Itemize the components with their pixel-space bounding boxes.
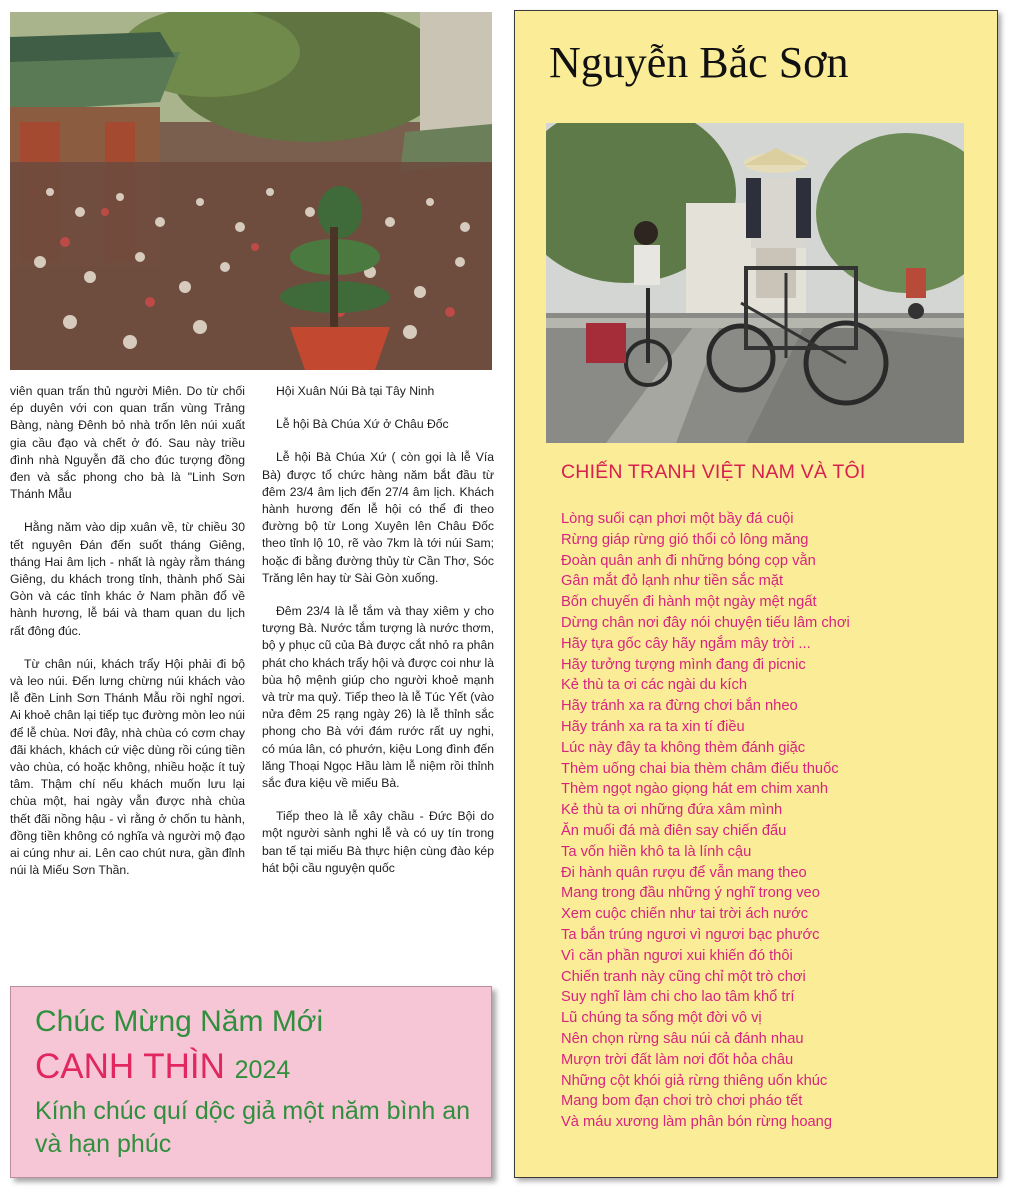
greeting-line-2 xyxy=(35,1047,290,1087)
greeting-year: 2024 xyxy=(234,1056,291,1084)
poem-line: Những cột khói giả rừng thiêng uốn khúc xyxy=(561,1072,828,1089)
poem-line: Rừng giáp rừng gió thổi cỏ lông măng xyxy=(561,531,809,548)
poem-line: Bốn chuyến đi hành một ngày mệt ngất xyxy=(561,594,817,611)
poem-line: Ta vốn hiền khô ta là lính cậu xyxy=(561,843,752,860)
poem-line: Hãy tránh xa ra ta xin tí điều xyxy=(561,718,745,735)
article-paragraph: Lễ hội Bà Chúa Xứ ( còn gọi là lễ Vía Bà) được tổ chức hàng năm bắt đầu từ đêm 23/4 âm lịch đến 27/4 âm lịch. Khách hành hương đến lễ hội có thể đi theo đường bộ từ Long Xuyên lên Châu Đốc theo tỉnh lộ 10, rẽ vào 7km là tới núi Sam; hoặc đi bằng đường thủy từ Cần Thơ, Sóc Trăng lên hay từ Sài Gòn xuống. xyxy=(262,450,494,585)
poem-line: Thèm ngọt ngào giọng hát em chim xanh xyxy=(561,781,828,798)
poem-line: Chiến tranh này cũng chỉ một trò chơi xyxy=(561,968,806,985)
poem-line: Nên chọn rừng sâu núi cả đánh nhau xyxy=(561,1030,804,1047)
greeting-canh-thin: CANH THÌN xyxy=(35,1047,225,1086)
poem-line: Hãy tưởng tượng mình đang đi picnic xyxy=(561,656,806,673)
poem-line: Lòng suối cạn phơi một bầy đá cuội xyxy=(561,511,794,527)
poem-line: Dừng chân nơi đây nói chuyện tiếu lâm chơi xyxy=(561,614,850,631)
poem-line: Kẻ thù ta ơi các ngài du kích xyxy=(561,677,747,694)
photo-caption: Hội Xuân Núi Bà tại Tây Ninh xyxy=(276,384,435,398)
poem-line: Mang bom đạn chơi trò chơi pháo tết xyxy=(561,1093,803,1110)
article-column-2 xyxy=(262,383,494,893)
poem-line: Gân mắt đỏ lạnh như tiền sắc mặt xyxy=(561,573,784,590)
poem-lines xyxy=(561,509,850,1133)
poem-line: Lũ chúng ta sống một đời vô vị xyxy=(561,1010,762,1027)
festival-crowd-photo xyxy=(10,12,492,370)
poem-line: Suy nghĩ làm chi cho lao tâm khổ trí xyxy=(561,989,795,1006)
poem-line: Xem cuộc chiến như tai trời ách nước xyxy=(561,906,809,923)
poem-line: Lúc này đây ta không thèm đánh giặc xyxy=(561,739,806,756)
article-paragraph: Tiếp theo là lễ xây chầu - Đức Bội do một người sành nghi lễ và có uy tín trong ban tế tại miếu Bà thực hiện cùng đào kép hát bội cầu nguyện quốc xyxy=(262,809,494,875)
article-paragraph: viên quan trấn thủ người Miên. Do từ chối ép duyên với con quan trấn vùng Trảng Bàng, nàng Đênh bỏ nhà trốn lên núi xuất gia cầu đạo và chết ở đó. Sau này triều đình nhà Nguyễn đã cho đúc tượng đồng đen và sắc phong cho bà là "Linh Sơn Thánh Mẫu xyxy=(10,384,245,502)
cyclo-street-photo xyxy=(546,123,964,443)
poem-line: Thèm uống chai bia thèm châm điếu thuốc xyxy=(561,760,839,777)
poem-line: Mượn trời đất làm nơi đốt hỏa châu xyxy=(561,1051,794,1068)
poem-line: Hãy tựa gốc cây hãy ngắm mây trời ... xyxy=(561,635,811,652)
poem-line: Kẻ thù ta ơi những đứa xâm mình xyxy=(561,802,783,819)
article-paragraph: Đêm 23/4 là lễ tắm và thay xiêm y cho tượng Bà. Nước tắm tượng là nước thơm, bộ y phục cũ của Bà được cắt nhỏ ra phân phát cho khách trẩy hội và được coi như là bùa hộ mệnh giúp cho người khoẻ mạnh và trừ ma quỷ. Tiếp theo là lễ Túc Yết (vào nửa đêm 25 rạng ngày 26) là lễ thỉnh sắc phong cho Bà với đám rước rất uy nghi, có múa lân, có phướn, kiệu Long đình đến lăng Thoại Ngọc Hầu làm lễ niệm rồi thỉnh sắc đưa kiệu về miếu Bà. xyxy=(262,604,494,791)
new-year-greeting-box xyxy=(10,986,492,1178)
poem-line: Ăn muối đá mà điên say chiến đấu xyxy=(561,822,787,839)
greeting-line-1: Chúc Mừng Năm Mới xyxy=(35,1005,324,1038)
author-name: Nguyễn Bắc Sơn xyxy=(549,38,849,87)
poem-line: Ta bắn trúng ngươi vì ngươi bạc phước xyxy=(561,926,820,943)
article-paragraph: Hằng năm vào dịp xuân về, từ chiều 30 tết nguyên Đán đến suốt tháng Giêng, tháng Hai âm lịch - nhất là ngày rằm tháng Giêng, du khách trong tỉnh, thành phố Sài Gòn và các tỉnh khác ở Nam phần đổ về hành hương, lễ bái và tham quan du lịch rất đông đúc. xyxy=(10,520,245,638)
poem-line: Đoàn quân anh đi những bóng cọp vằn xyxy=(561,552,816,569)
greeting-wishes: Kính chúc quí dộc giả một năm bình an và hạn phúc xyxy=(35,1097,470,1158)
poem-line: Đi hành quân rượu để vẫn mang theo xyxy=(561,864,807,881)
poem-line: Mang trong đầu những ý nghĩ trong veo xyxy=(561,885,820,902)
section-heading: Lễ hội Bà Chúa Xứ ở Châu Đốc xyxy=(276,417,449,432)
poem-line: Vì căn phần ngươi xui khiến đó thôi xyxy=(561,947,793,964)
article-column-1 xyxy=(10,383,245,895)
poem-panel xyxy=(514,10,998,1178)
poem-line: Hãy tránh xa ra đừng chơi bắn nheo xyxy=(561,698,798,715)
poem-line: Và máu xương làm phân bón rừng hoang xyxy=(561,1114,832,1131)
poem-title: CHIẾN TRANH VIỆT NAM VÀ TÔI xyxy=(561,461,866,483)
article-paragraph: Từ chân núi, khách trẩy Hội phải đi bộ và leo núi. Đến lưng chừng núi khách vào lễ đền Linh Sơn Thánh Mẫu rồi nghỉ ngơi. Ai khoẻ chân lại tiếp tục đường mòn leo núi để lễ chùa. Nơi đây, nhà chùa có cơm chay đãi khách, khách cứ việc dùng rồi cúng tiền vào chùa, có hoặc không, nhiều hoặc ít tuỳ tâm. Thậm chí nếu khách muốn lưu lại chùa một, hai ngày vẫn được nhà chùa thết đãi nồng hậu - vì rằng ở chốn tu hành, đồng tiền không có nghĩa và người mộ đạo ai cúng như ai. Lên cao chút nưa, gần đỉnh núi là Miếu Sơn Thần. xyxy=(10,656,245,878)
